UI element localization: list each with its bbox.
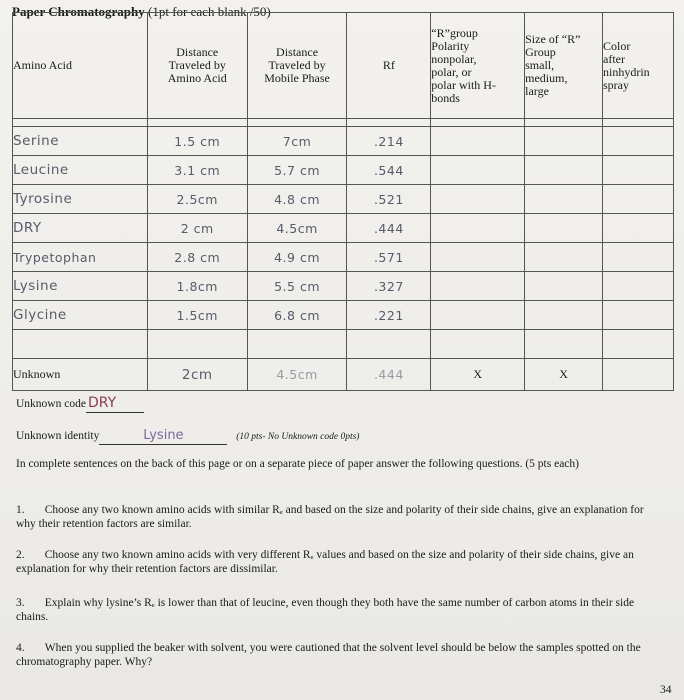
polarity-cell (431, 272, 525, 301)
rf-cell: .571 (347, 243, 431, 272)
polarity-cell (431, 156, 525, 185)
unknown-identity-line (16, 428, 359, 445)
size-cell (525, 214, 603, 243)
polarity-cell (431, 185, 525, 214)
amino-cell: DRY (13, 214, 148, 243)
color-cell (603, 330, 674, 359)
dist-mobile-cell: 7cm (247, 127, 347, 156)
color-cell (603, 156, 674, 185)
unknown-identity-blank (99, 428, 227, 445)
unknown-rf: .444 (347, 359, 431, 391)
unknown-size-x: X (525, 359, 603, 391)
amino-cell: Glycine (13, 301, 148, 330)
rf-cell: .444 (347, 214, 431, 243)
size-cell (525, 127, 603, 156)
table-row (13, 185, 674, 214)
header-distance-amino: Distance Traveled by Amino Acid (147, 13, 247, 119)
question-1: 1. Choose any two known amino acids with similar Rₑ and based on the size and polarity of their side chains, give an explanation for why their retention factors are similar. (16, 504, 644, 530)
polarity-cell (431, 330, 525, 359)
table-row (13, 330, 674, 359)
table-row (13, 127, 674, 156)
amino-cell: Leucine (13, 156, 148, 185)
header-distance-mobile: Distance Traveled by Mobile Phase (247, 13, 347, 119)
dist-mobile-cell (247, 330, 347, 359)
rf-cell: .221 (347, 301, 431, 330)
size-cell (525, 243, 603, 272)
color-cell (603, 272, 674, 301)
dist-amino-cell: 2.8 cm (147, 243, 247, 272)
color-cell (603, 214, 674, 243)
table-row (13, 243, 674, 272)
unknown-identity-value: Lysine (143, 428, 184, 443)
page-number: 34 (660, 684, 672, 696)
question-3: 3. Explain why lysine’s Rₑ is lower than that of leucine, even though they both have the same number of carbon atoms in their side chains. (16, 597, 635, 623)
header-rgroup-size: Size of “R” Group small, medium, large (525, 13, 603, 119)
header-rf: Rf (347, 13, 431, 119)
rf-cell: .214 (347, 127, 431, 156)
unknown-color-cell (603, 359, 674, 391)
polarity-cell (431, 243, 525, 272)
dist-amino-cell: 1.8cm (147, 272, 247, 301)
unknown-code-line (16, 396, 144, 413)
rf-cell: .521 (347, 185, 431, 214)
dist-amino-cell: 2.5cm (147, 185, 247, 214)
dist-mobile-cell: 5.7 cm (247, 156, 347, 185)
unknown-label: Unknown (13, 359, 148, 391)
polarity-cell (431, 214, 525, 243)
unknown-identity-label: Unknown identity (16, 430, 100, 442)
unknown-code-value: DRY (87, 395, 117, 411)
question-4: 4. When you supplied the beaker with solvent, you were cautioned that the solvent level should be below the samples spotted on the chromatography paper. Why? (16, 642, 641, 668)
instructions: In complete sentences on the back of this page or on a separate piece of paper answer the following questions. (5 pts each) (16, 458, 579, 470)
title-text: Paper Chromatography (12, 4, 145, 19)
header-amino-acid: Amino Acid (13, 13, 148, 119)
unknown-dist-mobile: 4.5cm (247, 359, 347, 391)
unknown-code-blank (86, 396, 144, 413)
table-row (13, 214, 674, 243)
dist-mobile-cell: 6.8 cm (247, 301, 347, 330)
amino-cell: Trypetophan (13, 243, 148, 272)
dist-amino-cell: 1.5 cm (147, 127, 247, 156)
rf-cell: .544 (347, 156, 431, 185)
dist-mobile-cell: 4.9 cm (247, 243, 347, 272)
unknown-row (13, 359, 674, 391)
question-2: 2. Choose any two known amino acids with very different Rₑ values and based on the size and polarity of their side chains, give an explanation for why their retention factors are dissimilar. (16, 549, 634, 575)
chromatography-table (12, 12, 674, 391)
unknown-identity-note: (10 pts- No Unknown code 0pts) (236, 432, 360, 442)
dist-mobile-cell: 5.5 cm (247, 272, 347, 301)
polarity-cell (431, 127, 525, 156)
header-rgroup-polarity: “R”group Polarity nonpolar, polar, or polar with H- bonds (431, 13, 525, 119)
table-row (13, 301, 674, 330)
amino-cell: Tyrosine (13, 185, 148, 214)
size-cell (525, 156, 603, 185)
title-points: (1pt for each blank /50) (148, 4, 271, 19)
table-row (13, 272, 674, 301)
dist-mobile-cell: 4.5cm (247, 214, 347, 243)
color-cell (603, 185, 674, 214)
unknown-code-label: Unknown code (16, 398, 86, 410)
color-cell (603, 127, 674, 156)
table-header-row (13, 13, 674, 119)
unknown-polarity-x: X (431, 359, 525, 391)
dist-amino-cell: 3.1 cm (147, 156, 247, 185)
size-cell (525, 330, 603, 359)
color-cell (603, 301, 674, 330)
amino-cell: Serine (13, 127, 148, 156)
header-color: Color after ninhydrin spray (603, 13, 674, 119)
rf-cell: .327 (347, 272, 431, 301)
size-cell (525, 301, 603, 330)
dist-amino-cell: 2 cm (147, 214, 247, 243)
amino-cell (13, 330, 148, 359)
spacer-row (13, 119, 674, 127)
unknown-dist-amino: 2cm (147, 359, 247, 391)
dist-amino-cell (147, 330, 247, 359)
dist-mobile-cell: 4.8 cm (247, 185, 347, 214)
color-cell (603, 243, 674, 272)
table-row (13, 156, 674, 185)
dist-amino-cell: 1.5cm (147, 301, 247, 330)
amino-cell: Lysine (13, 272, 148, 301)
polarity-cell (431, 301, 525, 330)
size-cell (525, 185, 603, 214)
rf-cell (347, 330, 431, 359)
size-cell (525, 272, 603, 301)
